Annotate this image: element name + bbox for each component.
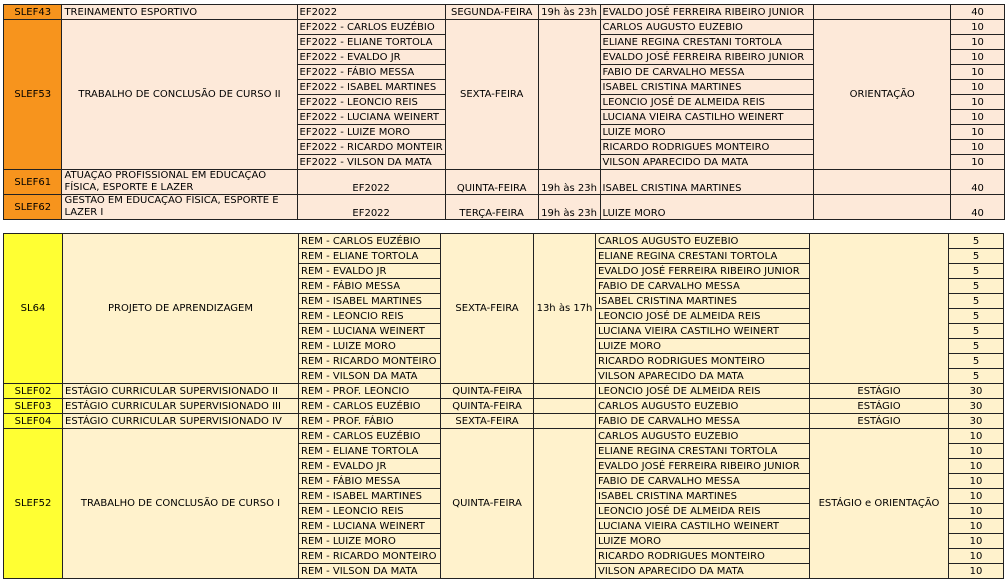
activity-type <box>814 170 951 195</box>
professor-name: ISABEL CRISTINA MARTINES <box>600 80 814 95</box>
class-group: REM - LUIZE MORO <box>299 339 441 354</box>
class-group: REM - LUIZE MORO <box>299 534 441 549</box>
class-group: REM - LEONCIO REIS <box>299 504 441 519</box>
workload-hours: 10 <box>949 459 1004 474</box>
workload-hours: 5 <box>949 369 1004 384</box>
time-slot: 19h às 23h <box>538 195 600 220</box>
time-slot <box>534 429 596 579</box>
schedule-table-afternoon <box>3 233 1004 579</box>
workload-hours: 10 <box>951 20 1005 35</box>
table-row <box>4 20 1005 35</box>
workload-hours: 10 <box>949 489 1004 504</box>
class-group: EF2022 <box>297 170 445 195</box>
class-group: REM - ELIANE TORTOLA <box>299 249 441 264</box>
activity-type: ESTÁGIO <box>810 414 949 429</box>
class-group: EF2022 - VILSON DA MATA <box>297 155 445 170</box>
workload-hours: 10 <box>951 125 1005 140</box>
workload-hours: 10 <box>951 35 1005 50</box>
course-code: SL64 <box>4 234 63 384</box>
professor-name: ISABEL CRISTINA MARTINES <box>596 294 810 309</box>
class-group: EF2022 - ELIANE TORTOLA <box>297 35 445 50</box>
time-slot <box>534 384 596 399</box>
professor-name: ELIANE REGINA CRESTANI TORTOLA <box>600 35 814 50</box>
workload-hours: 10 <box>951 50 1005 65</box>
workload-hours: 5 <box>949 309 1004 324</box>
course-code: SLEF53 <box>4 20 62 170</box>
course-code: SLEF43 <box>4 5 62 20</box>
professor-name: VILSON APARECIDO DA MATA <box>600 155 814 170</box>
weekday: TERÇA-FEIRA <box>445 195 538 220</box>
workload-hours: 10 <box>949 534 1004 549</box>
professor-name: CARLOS AUGUSTO EUZEBIO <box>596 429 810 444</box>
workload-hours: 10 <box>951 80 1005 95</box>
workload-hours: 10 <box>949 504 1004 519</box>
professor-name: LEONCIO JOSÉ DE ALMEIDA REIS <box>600 95 814 110</box>
table-row <box>4 429 1004 444</box>
course-code: SLEF62 <box>4 195 62 220</box>
time-slot: 13h às 17h <box>534 234 596 384</box>
class-group: EF2022 <box>297 5 445 20</box>
course-name: GESTÃO EM EDUCAÇÃO FÍSICA, ESPORTE E LAZER I <box>62 195 297 220</box>
class-group: REM - LUCIANA WEINERT <box>299 519 441 534</box>
table-row <box>4 170 1005 195</box>
workload-hours: 5 <box>949 279 1004 294</box>
table-row <box>4 399 1004 414</box>
course-code: SLEF61 <box>4 170 62 195</box>
workload-hours: 10 <box>949 519 1004 534</box>
professor-name: CARLOS AUGUSTO EUZEBIO <box>596 399 810 414</box>
professor-name: RICARDO RODRIGUES MONTEIRO <box>600 140 814 155</box>
class-group: EF2022 <box>297 195 445 220</box>
workload-hours: 5 <box>949 339 1004 354</box>
workload-hours: 40 <box>951 5 1005 20</box>
time-slot <box>534 399 596 414</box>
weekday: QUINTA-FEIRA <box>445 170 538 195</box>
professor-name: RICARDO RODRIGUES MONTEIRO <box>596 354 810 369</box>
workload-hours: 30 <box>949 399 1004 414</box>
professor-name: LUCIANA VIEIRA CASTILHO WEINERT <box>600 110 814 125</box>
workload-hours: 40 <box>951 195 1005 220</box>
weekday: QUINTA-FEIRA <box>441 429 534 579</box>
weekday: SEXTA-FEIRA <box>441 414 534 429</box>
activity-type: ESTÁGIO <box>810 384 949 399</box>
activity-type <box>814 195 951 220</box>
professor-name: FABIO DE CARVALHO MESSA <box>600 65 814 80</box>
professor-name: EVALDO JOSÉ FERREIRA RIBEIRO JUNIOR <box>600 5 814 20</box>
weekday: QUINTA-FEIRA <box>441 384 534 399</box>
course-name: ESTÁGIO CURRICULAR SUPERVISIONADO IV <box>63 414 299 429</box>
course-code: SLEF02 <box>4 384 63 399</box>
class-group: EF2022 - FÁBIO MESSA <box>297 65 445 80</box>
course-name: TRABALHO DE CONCLUSÃO DE CURSO I <box>63 429 299 579</box>
class-group: EF2022 - ISABEL MARTINES <box>297 80 445 95</box>
course-name: ATUAÇÃO PROFISSIONAL EM EDUCAÇÃO FÍSICA, ESPORTE E LAZER <box>62 170 297 195</box>
professor-name: LUIZE MORO <box>596 339 810 354</box>
workload-hours: 5 <box>949 294 1004 309</box>
workload-hours: 10 <box>949 474 1004 489</box>
professor-name: EVALDO JOSÉ FERREIRA RIBEIRO JUNIOR <box>596 459 810 474</box>
workload-hours: 5 <box>949 354 1004 369</box>
time-slot: 19h às 23h <box>538 170 600 195</box>
class-group: REM - EVALDO JR <box>299 264 441 279</box>
weekday: QUINTA-FEIRA <box>441 399 534 414</box>
activity-type: ORIENTAÇÃO <box>814 20 951 170</box>
course-name: TREINAMENTO ESPORTIVO <box>62 5 297 20</box>
course-code: SLEF03 <box>4 399 63 414</box>
class-group: REM - PROF. LEONCIO <box>299 384 441 399</box>
class-group: REM - ISABEL MARTINES <box>299 489 441 504</box>
professor-name: LEONCIO JOSÉ DE ALMEIDA REIS <box>596 384 810 399</box>
workload-hours: 10 <box>949 429 1004 444</box>
workload-hours: 10 <box>949 549 1004 564</box>
workload-hours: 10 <box>949 444 1004 459</box>
class-group: REM - CARLOS EUZÉBIO <box>299 429 441 444</box>
time-slot <box>538 20 600 170</box>
activity-type <box>814 5 951 20</box>
workload-hours: 5 <box>949 234 1004 249</box>
workload-hours: 10 <box>951 95 1005 110</box>
professor-name: RICARDO RODRIGUES MONTEIRO <box>596 549 810 564</box>
class-group: REM - RICARDO MONTEIRO <box>299 354 441 369</box>
workload-hours: 10 <box>951 110 1005 125</box>
class-group: EF2022 - CARLOS EUZÉBIO <box>297 20 445 35</box>
professor-name: LEONCIO JOSÉ DE ALMEIDA REIS <box>596 309 810 324</box>
table-row <box>4 5 1005 20</box>
class-group: REM - CARLOS EUZÉBIO <box>299 399 441 414</box>
class-group: REM - FÁBIO MESSA <box>299 474 441 489</box>
class-group: EF2022 - RICARDO MONTEIR <box>297 140 445 155</box>
activity-type <box>810 234 949 384</box>
table-row <box>4 384 1004 399</box>
workload-hours: 10 <box>951 65 1005 80</box>
professor-name: EVALDO JOSÉ FERREIRA RIBEIRO JUNIOR <box>600 50 814 65</box>
class-group: REM - ISABEL MARTINES <box>299 294 441 309</box>
workload-hours: 30 <box>949 384 1004 399</box>
professor-name: LUIZE MORO <box>600 195 814 220</box>
workload-hours: 30 <box>949 414 1004 429</box>
course-name: ESTÁGIO CURRICULAR SUPERVISIONADO II <box>63 384 299 399</box>
professor-name: FABIO DE CARVALHO MESSA <box>596 474 810 489</box>
professor-name: FABIO DE CARVALHO MESSA <box>596 414 810 429</box>
professor-name: LEONCIO JOSÉ DE ALMEIDA REIS <box>596 504 810 519</box>
class-group: EF2022 - LUCIANA WEINERT <box>297 110 445 125</box>
class-group: EF2022 - LEONCIO REIS <box>297 95 445 110</box>
weekday: SEXTA-FEIRA <box>441 234 534 384</box>
class-group: REM - PROF. FÁBIO <box>299 414 441 429</box>
workload-hours: 5 <box>949 324 1004 339</box>
table-row <box>4 195 1005 220</box>
table-row <box>4 414 1004 429</box>
workload-hours: 5 <box>949 249 1004 264</box>
workload-hours: 40 <box>951 170 1005 195</box>
table-row <box>4 234 1004 249</box>
professor-name: EVALDO JOSÉ FERREIRA RIBEIRO JUNIOR <box>596 264 810 279</box>
activity-type: ESTÁGIO <box>810 399 949 414</box>
professor-name: LUCIANA VIEIRA CASTILHO WEINERT <box>596 324 810 339</box>
workload-hours: 10 <box>951 155 1005 170</box>
professor-name: ISABEL CRISTINA MARTINES <box>600 170 814 195</box>
course-code: SLEF52 <box>4 429 63 579</box>
professor-name: LUIZE MORO <box>600 125 814 140</box>
professor-name: VILSON APARECIDO DA MATA <box>596 564 810 579</box>
class-group: REM - CARLOS EUZÉBIO <box>299 234 441 249</box>
class-group: EF2022 - LUIZE MORO <box>297 125 445 140</box>
professor-name: ELIANE REGINA CRESTANI TORTOLA <box>596 249 810 264</box>
professor-name: CARLOS AUGUSTO EUZEBIO <box>596 234 810 249</box>
workload-hours: 10 <box>951 140 1005 155</box>
workload-hours: 10 <box>949 564 1004 579</box>
professor-name: CARLOS AUGUSTO EUZEBIO <box>600 20 814 35</box>
professor-name: LUCIANA VIEIRA CASTILHO WEINERT <box>596 519 810 534</box>
professor-name: ISABEL CRISTINA MARTINES <box>596 489 810 504</box>
course-name: PROJETO DE APRENDIZAGEM <box>63 234 299 384</box>
class-group: REM - EVALDO JR <box>299 459 441 474</box>
class-group: REM - VILSON DA MATA <box>299 564 441 579</box>
weekday: SEXTA-FEIRA <box>445 20 538 170</box>
class-group: REM - FÁBIO MESSA <box>299 279 441 294</box>
workload-hours: 5 <box>949 264 1004 279</box>
course-code: SLEF04 <box>4 414 63 429</box>
professor-name: LUIZE MORO <box>596 534 810 549</box>
course-name: TRABALHO DE CONCLUSÃO DE CURSO II <box>62 20 297 170</box>
class-group: REM - LUCIANA WEINERT <box>299 324 441 339</box>
class-group: REM - VILSON DA MATA <box>299 369 441 384</box>
course-name: ESTÁGIO CURRICULAR SUPERVISIONADO III <box>63 399 299 414</box>
time-slot <box>534 414 596 429</box>
time-slot: 19h às 23h <box>538 5 600 20</box>
class-group: REM - RICARDO MONTEIRO <box>299 549 441 564</box>
class-group: REM - ELIANE TORTOLA <box>299 444 441 459</box>
schedule-table-evening <box>3 4 1005 220</box>
professor-name: VILSON APARECIDO DA MATA <box>596 369 810 384</box>
class-group: EF2022 - EVALDO JR <box>297 50 445 65</box>
professor-name: ELIANE REGINA CRESTANI TORTOLA <box>596 444 810 459</box>
weekday: SEGUNDA-FEIRA <box>445 5 538 20</box>
professor-name: FABIO DE CARVALHO MESSA <box>596 279 810 294</box>
class-group: REM - LEONCIO REIS <box>299 309 441 324</box>
activity-type: ESTÁGIO e ORIENTAÇÃO <box>810 429 949 579</box>
